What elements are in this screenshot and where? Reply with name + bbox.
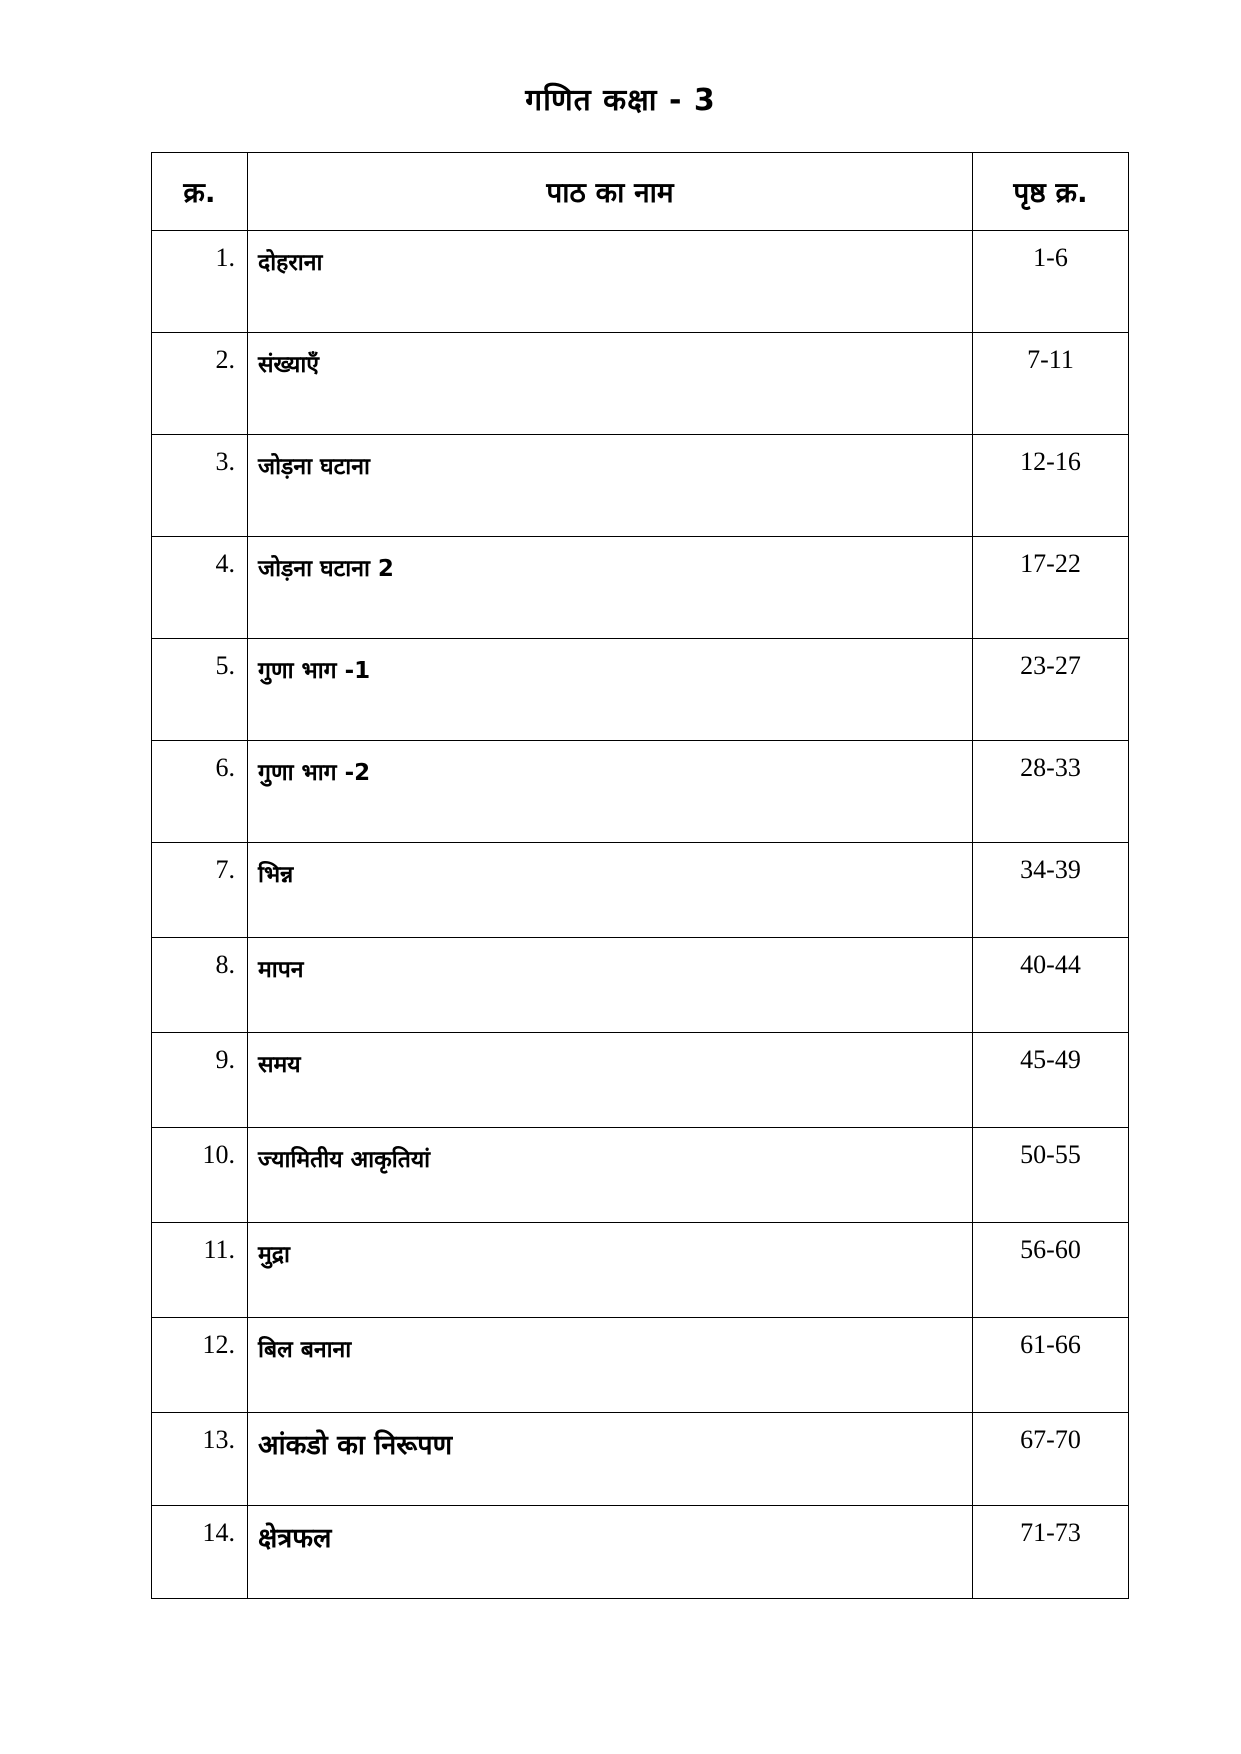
page-range: 12-16 (973, 435, 1129, 537)
table-row (152, 639, 1129, 741)
lesson-name: भिन्न (248, 843, 973, 938)
table-row (152, 1223, 1129, 1318)
table-header-row (152, 153, 1129, 231)
page-range: 71-73 (973, 1506, 1129, 1599)
page-range: 7-11 (973, 333, 1129, 435)
page-range: 17-22 (973, 537, 1129, 639)
row-number: 3. (152, 435, 248, 537)
row-number: 2. (152, 333, 248, 435)
contents-table (151, 152, 1129, 1599)
row-number: 6. (152, 741, 248, 843)
table-row (152, 231, 1129, 333)
row-number: 12. (152, 1318, 248, 1413)
header-lesson-name: पाठ का नाम (248, 153, 973, 231)
table-row (152, 435, 1129, 537)
page-title: गणित कक्षा - 3 (525, 83, 716, 118)
table-row (152, 741, 1129, 843)
lesson-name: गुणा भाग -1 (248, 639, 973, 741)
lesson-name: बिल बनाना (248, 1318, 973, 1413)
table-row (152, 1318, 1129, 1413)
page-range: 67-70 (973, 1413, 1129, 1506)
lesson-name: समय (248, 1033, 973, 1128)
page-range: 40-44 (973, 938, 1129, 1033)
table-row (152, 333, 1129, 435)
row-number: 5. (152, 639, 248, 741)
row-number: 11. (152, 1223, 248, 1318)
header-page-number: पृष्ठ क्र. (973, 153, 1129, 231)
lesson-name: दोहराना (248, 231, 973, 333)
row-number: 8. (152, 938, 248, 1033)
lesson-name: मुद्रा (248, 1223, 973, 1318)
page-range: 61-66 (973, 1318, 1129, 1413)
lesson-name: मापन (248, 938, 973, 1033)
page-range: 1-6 (973, 231, 1129, 333)
page-range: 34-39 (973, 843, 1129, 938)
row-number: 1. (152, 231, 248, 333)
lesson-name: संख्याएँ (248, 333, 973, 435)
header-number: क्र. (152, 153, 248, 231)
page-range: 23-27 (973, 639, 1129, 741)
row-number: 9. (152, 1033, 248, 1128)
row-number: 4. (152, 537, 248, 639)
lesson-name: आंकडो का निरूपण (248, 1413, 973, 1506)
table-row (152, 537, 1129, 639)
table-row (152, 1413, 1129, 1506)
table-row (152, 843, 1129, 938)
table-row (152, 938, 1129, 1033)
lesson-name: जोड़ना घटाना (248, 435, 973, 537)
row-number: 13. (152, 1413, 248, 1506)
page-range: 56-60 (973, 1223, 1129, 1318)
lesson-name: ज्यामितीय आकृतियां (248, 1128, 973, 1223)
lesson-name: क्षेत्रफल (248, 1506, 973, 1599)
row-number: 10. (152, 1128, 248, 1223)
lesson-name: गुणा भाग -2 (248, 741, 973, 843)
table-row (152, 1506, 1129, 1599)
row-number: 7. (152, 843, 248, 938)
row-number: 14. (152, 1506, 248, 1599)
page-range: 28-33 (973, 741, 1129, 843)
page-range: 45-49 (973, 1033, 1129, 1128)
lesson-name: जोड़ना घटाना 2 (248, 537, 973, 639)
table-row (152, 1033, 1129, 1128)
table-row (152, 1128, 1129, 1223)
page-range: 50-55 (973, 1128, 1129, 1223)
